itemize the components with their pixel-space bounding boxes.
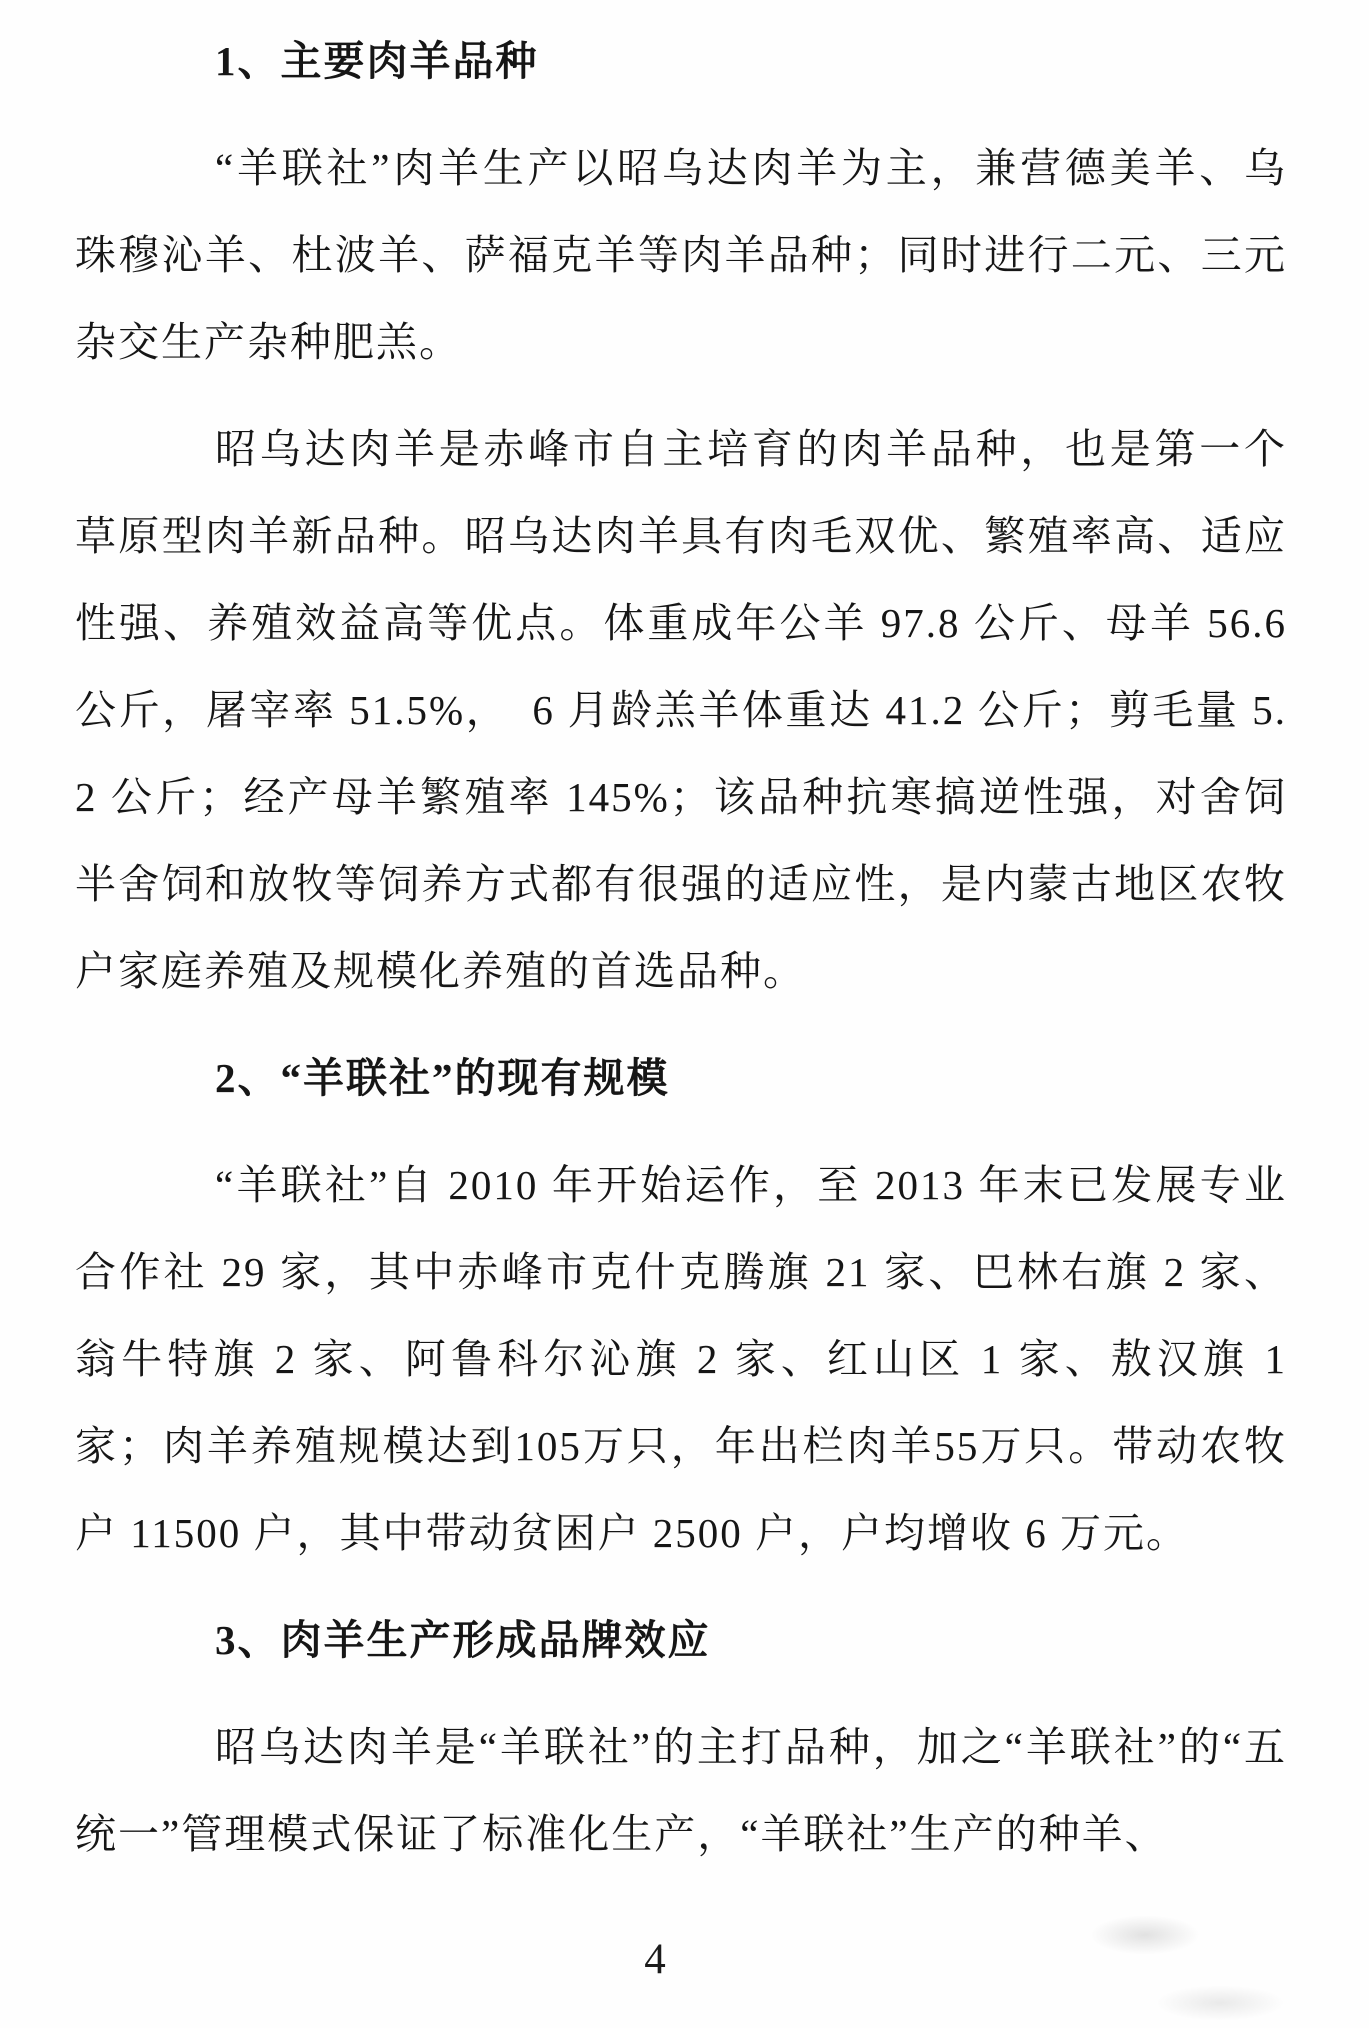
paragraph-scale: “羊联社”自 2010 年开始运作，至 2013 年末已发展专业合作社 29 家，其中赤峰市克什克腾旗 21 家、巴林右旗 2 家、翁牛特旗 2 家、阿鲁科尔沁旗 2 家、红山区 1 家、敖汉旗 1 家；肉羊养殖规模达到105万只，年出栏肉羊55万只。带动农牧户 11500 户，其中带动贫困户 2500 户，户均增收 6 万元。 bbox=[75, 1162, 1287, 1556]
section-heading-1: 1、主要肉羊品种 bbox=[215, 38, 539, 84]
section-heading-3: 3、肉羊生产形成品牌效应 bbox=[215, 1617, 711, 1663]
scan-smudge bbox=[1090, 1915, 1200, 1955]
page-number: 4 bbox=[644, 1936, 666, 1983]
page-content bbox=[75, 18, 1287, 1878]
scan-smudge bbox=[1155, 1985, 1285, 2021]
section-heading-2: 2、“羊联社”的现有规模 bbox=[215, 1055, 670, 1101]
paragraph-brand: 昭乌达肉羊是“羊联社”的主打品种，加之“羊联社”的“五统一”管理模式保证了标准化生产，“羊联社”生产的种羊、 bbox=[75, 1724, 1287, 1857]
paragraph-breeds: “羊联社”肉羊生产以昭乌达肉羊为主，兼营德美羊、乌珠穆沁羊、杜波羊、萨福克羊等肉羊品种；同时进行二元、三元杂交生产杂种肥羔。 bbox=[75, 145, 1287, 365]
paragraph-zhaowuda-traits: 昭乌达肉羊是赤峰市自主培育的肉羊品种，也是第一个草原型肉羊新品种。昭乌达肉羊具有肉毛双优、繁殖率高、适应性强、养殖效益高等优点。体重成年公羊 97.8 公斤、母羊 56.6 公斤，屠宰率 51.5%， 6 月龄羔羊体重达 41.2 公斤；剪毛量 5.2 公斤；经产母羊繁殖率 145%；该品种抗寒搞逆性强，对舍饲半舍饲和放牧等饲养方式都有很强的适应性，是内蒙古地区农牧户家庭养殖及规模化养殖的首选品种。 bbox=[75, 426, 1287, 994]
